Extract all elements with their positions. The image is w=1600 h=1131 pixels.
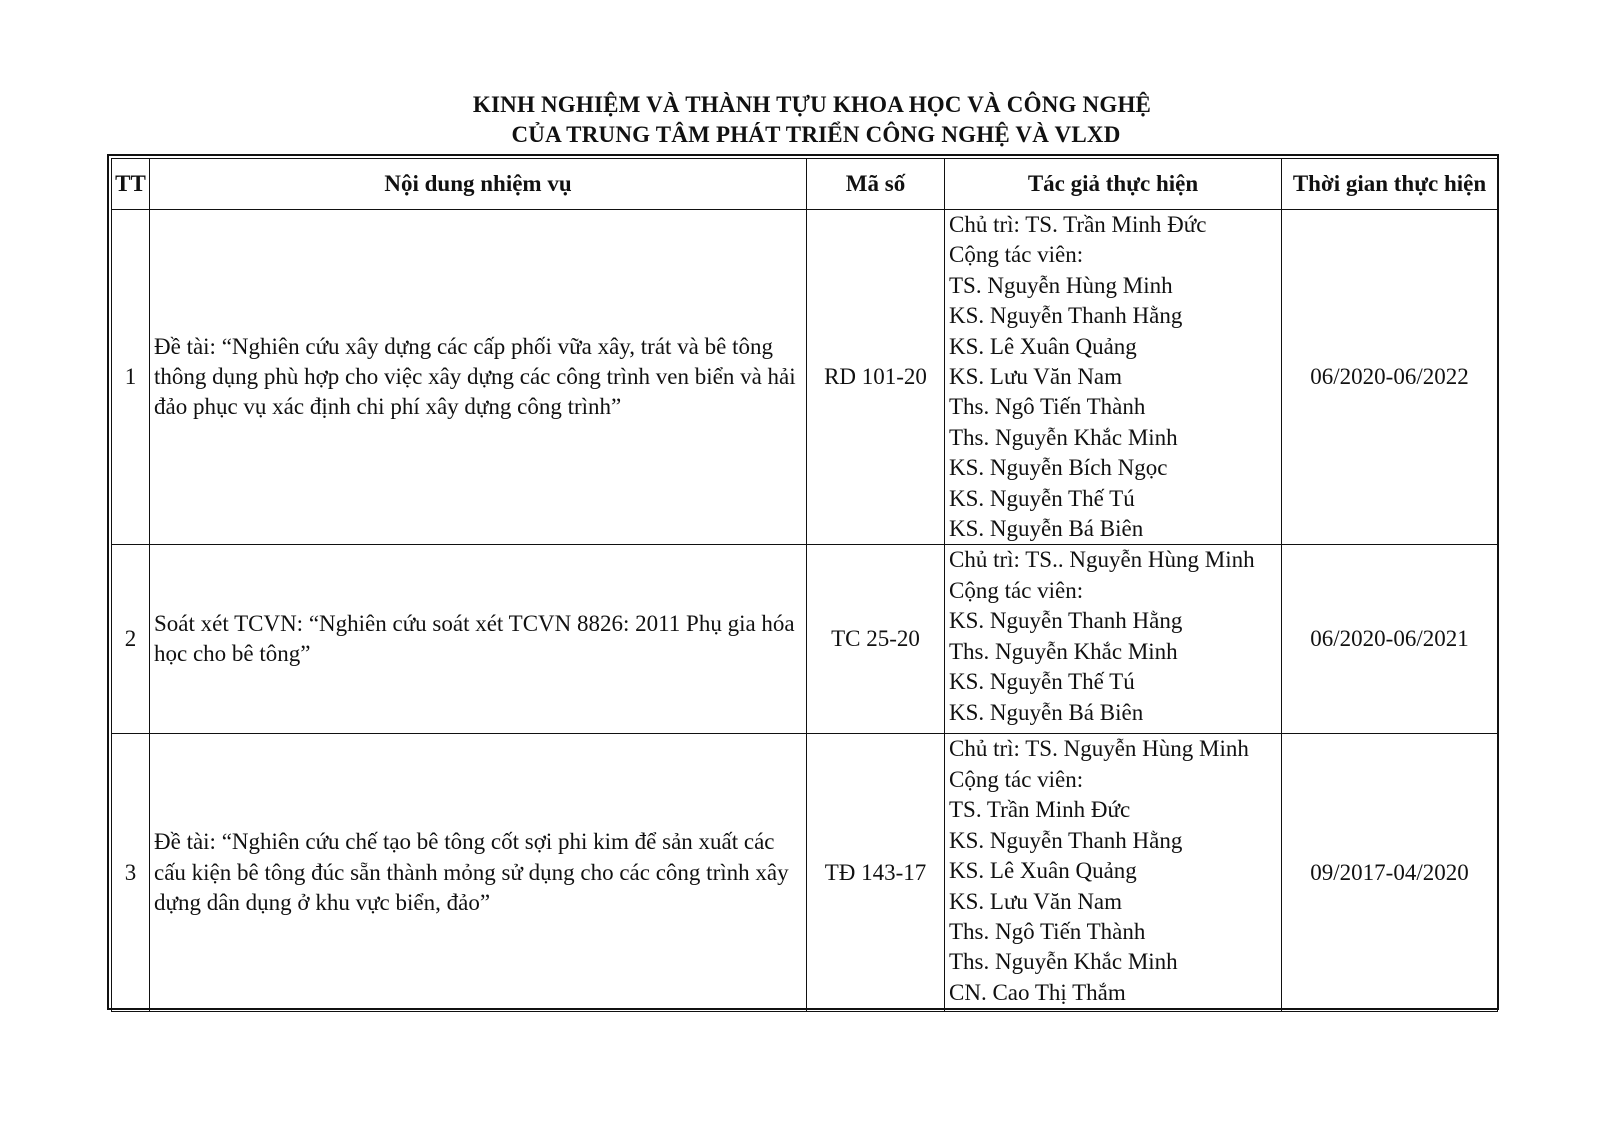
author-line: KS. Nguyễn Thanh Hằng xyxy=(949,608,1183,634)
author-line: Ths. Ngô Tiến Thành xyxy=(949,918,1146,944)
table-header-row xyxy=(112,159,1498,210)
header-content: Nội dung nhiệm vụ xyxy=(150,159,807,210)
author-line: Ths. Ngô Tiến Thành xyxy=(949,394,1146,420)
author-line: CN. Cao Thị Thắm xyxy=(949,979,1126,1005)
author-line: TS. Nguyễn Hùng Minh xyxy=(949,272,1173,298)
document-title-line1: KINH NGHIỆM VÀ THÀNH TỰU KHOA HỌC VÀ CÔNG NGHỆ xyxy=(472,92,1152,117)
author-line: Ths. Nguyễn Khắc Minh xyxy=(949,424,1178,450)
author-line: Cộng tác viên: xyxy=(949,242,1084,268)
author-line: KS. Lê Xuân Quảng xyxy=(949,858,1137,884)
task-code: RD 101-20 xyxy=(807,210,945,545)
author-line: KS. Lưu Văn Nam xyxy=(949,364,1123,390)
author-line: KS. Nguyễn Thanh Hằng xyxy=(949,303,1183,329)
author-line: KS. Nguyễn Bá Biên xyxy=(949,516,1144,542)
header-time: Thời gian thực hiện xyxy=(1282,159,1498,210)
task-code: TC 25-20 xyxy=(807,545,945,734)
row-number: 2 xyxy=(112,545,150,734)
author-line: KS. Nguyễn Bích Ngọc xyxy=(949,455,1168,481)
author-line: KS. Nguyễn Bá Biên xyxy=(949,699,1144,725)
table-row xyxy=(112,210,1498,545)
task-time: 06/2020-06/2022 xyxy=(1282,210,1498,545)
task-code: TĐ 143-17 xyxy=(807,734,945,1012)
task-authors xyxy=(945,734,1282,1012)
author-line: Chủ trì: TS. Trần Minh Đức xyxy=(949,212,1207,237)
author-line: KS. Nguyễn Thanh Hằng xyxy=(949,827,1183,853)
author-line: TS. Trần Minh Đức xyxy=(949,797,1131,823)
author-line: Chủ trì: TS.. Nguyễn Hùng Minh xyxy=(949,547,1255,573)
author-line: KS. Lê Xuân Quảng xyxy=(949,333,1137,359)
author-line: KS. Nguyễn Thế Tú xyxy=(949,485,1135,511)
author-line: KS. Lưu Văn Nam xyxy=(949,888,1123,914)
row-number: 1 xyxy=(112,210,150,545)
task-authors xyxy=(945,545,1282,734)
task-content: Đề tài: “Nghiên cứu chế tạo bê tông cốt sợi phi kim để sản xuất các cấu kiện bê tông đúc sẵn thành mỏng sử dụng cho các công trình xây dựng dân dụng ở khu vực biển, đảo” xyxy=(150,734,807,1012)
task-time: 09/2017-04/2020 xyxy=(1282,734,1498,1012)
author-line: Chủ trì: TS. Nguyễn Hùng Minh xyxy=(949,736,1249,762)
author-line: KS. Nguyễn Thế Tú xyxy=(949,669,1135,695)
task-content: Soát xét TCVN: “Nghiên cứu soát xét TCVN 8826: 2011 Phụ gia hóa học cho bê tông” xyxy=(150,545,807,734)
header-tt: TT xyxy=(112,159,150,210)
author-line: Ths. Nguyễn Khắc Minh xyxy=(949,638,1178,664)
task-time: 06/2020-06/2021 xyxy=(1282,545,1498,734)
document-title-line2: CỦA TRUNG TÂM PHÁT TRIỂN CÔNG NGHỆ VÀ VLXD xyxy=(511,122,1121,147)
header-code: Mã số xyxy=(807,159,945,210)
tasks-table-frame xyxy=(107,154,1499,1010)
author-line: Cộng tác viên: xyxy=(949,577,1084,603)
task-authors xyxy=(945,210,1282,545)
task-content: Đề tài: “Nghiên cứu xây dựng các cấp phối vữa xây, trát và bê tông thông dụng phù hợp cho việc xây dựng các công trình ven biển và hải đảo phục vụ xác định chi phí xây dựng công trình” xyxy=(150,210,807,545)
table-row xyxy=(112,545,1498,734)
author-line: Ths. Nguyễn Khắc Minh xyxy=(949,949,1178,975)
table-row xyxy=(112,734,1498,1012)
tasks-table xyxy=(111,158,1498,1012)
row-number: 3 xyxy=(112,734,150,1012)
header-authors: Tác giả thực hiện xyxy=(945,159,1282,210)
author-line: Cộng tác viên: xyxy=(949,766,1084,792)
